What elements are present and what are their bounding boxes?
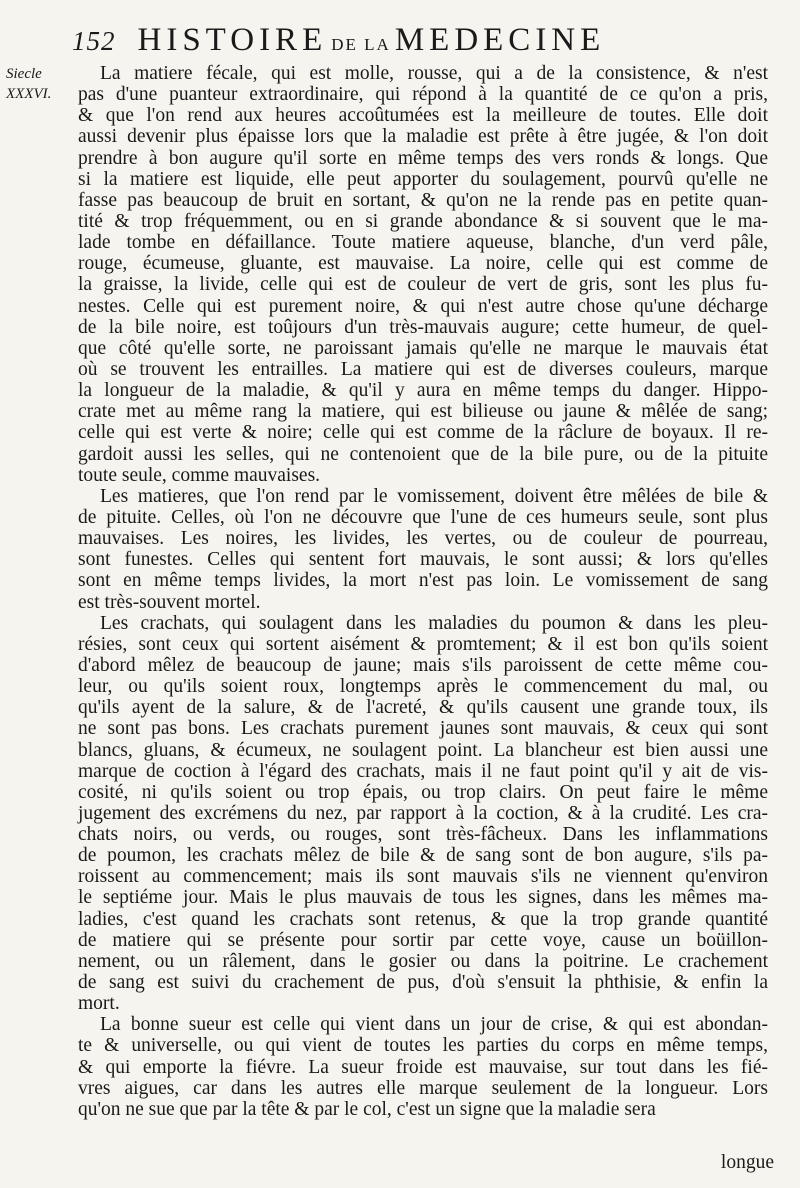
text-line: sont funestes. Celles qui sentent fort mauvais, le sont aussi; & lors qu'elles [78, 549, 768, 571]
text-line: nestes. Celle qui est purement noire, & qui n'est autre chose qu'une décharge [78, 295, 768, 317]
text-line: lade tombe en défaillance. Toute matiere aqueuse, blanche, d'un verd pâle, [78, 232, 768, 254]
text-line: jugement des excrémens du nez, par rapport à la coction, & à la crudité. Les cra- [78, 802, 768, 824]
paragraph [78, 1014, 768, 1120]
text-line: mort. [78, 993, 120, 1015]
text-line: de pituite. Celles, où l'on ne découvre que l'une de ces humeurs seule, sont plus [78, 506, 768, 528]
text-line: & qui emporte la fiévre. La sueur froide est mauvaise, sur tout dans les fié- [78, 1056, 768, 1078]
text-line: Les crachats, qui soulagent dans les maladies du poumon & dans les pleu- [100, 612, 768, 634]
title-part-1: HISTOIRE [137, 22, 328, 58]
text-line: fasse pas beaucoup de bruit en sortant, & qu'on ne la rende pas en petite quan- [78, 189, 768, 211]
text-line: mauvaises. Les noires, les livides, les vertes, ou de couleur de pourreau, [78, 528, 768, 550]
text-line: où se trouvent les entrailles. La matiere qui est de diverses couleurs, marque [78, 358, 768, 380]
text-line: blancs, gluans, & écumeux, ne soulagent point. La blancheur est bien aussi une [78, 739, 768, 761]
text-line: La matiere fécale, qui est molle, rousse, qui a de la consistence, & n'est [100, 63, 768, 84]
text-line: est très-souvent mortel. [78, 591, 261, 613]
text-line: gardoit aussi les selles, qui ne contenoient que de la bile pure, ou de la pituite [78, 443, 768, 465]
text-line: celle qui est verte & noire; celle qui est comme de la râclure de boyaux. Il re- [78, 422, 768, 444]
text-line: & que l'on rend aux heures accoûtumées est la meilleure de toutes. Elle doit [78, 105, 768, 127]
text-line: le septiéme jour. Mais le plus mauvais de tous les signes, dans les mêmes ma- [78, 887, 768, 909]
text-line: marque de coction à l'égard des crachats, mais il ne faut point qu'il y ait de vis- [78, 760, 768, 782]
text-line: la longueur de la maladie, & qu'il y aura en même temps du danger. Hippo- [78, 380, 768, 402]
text-line: de poumon, les crachats mêlez de bile & de sang sont de bon augure, s'ils pa- [78, 845, 768, 867]
text-line: toute seule, comme mauvaises. [78, 464, 321, 486]
text-line: chats noirs, ou verds, ou rouges, sont très-fâcheux. Dans les inflammations [78, 824, 768, 846]
paragraph [78, 486, 768, 613]
text-line: cosité, ni qu'ils soient ou trop épais, ou trop clairs. On peut faire le même [78, 781, 768, 803]
text-line: Les matieres, que l'on rend par le vomissement, doivent être mêlées de bile & [100, 485, 768, 507]
text-line: roissent au commencement; mais ils sont mauvais s'ils ne viennent qu'environ [78, 866, 768, 888]
text-line: de la bile noire, est toûjours d'un très-mauvais augure; cette humeur, de quel- [78, 316, 768, 338]
text-line: de sang est suivi du crachement de pus, d'où s'ensuit la phthisie, & enfin la [78, 972, 768, 994]
text-line: crate met au même rang la matiere, qui est bilieuse ou jaune & mêlée de sang; [78, 401, 768, 423]
text-line: d'abord mêlez de beaucoup de jaune; mais s'ils paroissent de cette même cou- [78, 654, 768, 676]
text-line: leur, ou qu'ils soient roux, longtemps après le commencement du mal, ou [78, 676, 768, 698]
text-line: qu'on ne sue que par la tête & par le col, c'est un signe que la maladie sera [78, 1098, 656, 1120]
margin-note-line: XXXVI. [6, 86, 52, 102]
body-text [78, 63, 768, 1120]
text-line: nement, ou un râlement, dans le gosier ou dans la poitrine. Le crachement [78, 950, 768, 972]
text-line: prendre à bon augure qu'il sorte en même temps des vers ronds & longs. Que [78, 147, 768, 169]
running-title [138, 22, 606, 59]
text-line: de matiere qui se présente pour sortir par cette voye, cause un boüillon- [78, 929, 768, 951]
title-part-2: MEDECINE [394, 22, 606, 58]
margin-note [6, 64, 68, 104]
text-line: pas d'une puanteur extraordinaire, qui répond à la quantité de ce qu'on a pris, [78, 84, 768, 106]
page-header [72, 22, 740, 59]
text-line: vres aigues, car dans les autres elle marque seulement de la longueur. Lors [78, 1077, 768, 1099]
text-line: si la matiere est liquide, elle peut apporter du soulagement, pourvû qu'elle ne [78, 168, 768, 190]
title-small-words: DE LA [331, 35, 391, 54]
text-line: ladies, c'est quand les crachats sont retenus, & que la trop grande quantité [78, 908, 768, 930]
text-line: tité & trop fréquemment, ou en si grande abondance & si souvent que le ma- [78, 210, 768, 232]
text-line: qu'ils ayent de la salure, & de l'acreté, & qu'ils causent une grande toux, ils [78, 697, 768, 719]
text-line: rouge, écumeuse, gluante, est mauvaise. La noire, celle qui est comme de [78, 253, 768, 275]
text-line: te & universelle, ou qui vient de toutes les parties du corps en même temps, [78, 1035, 768, 1057]
text-line: la graisse, la livide, celle qui est de couleur de vert de gris, sont les plus fu- [78, 274, 768, 296]
text-line: aussi devenir plus épaisse lors que la maladie est prête à être jugée, & l'on doit [78, 126, 768, 148]
text-line: sont en même temps livides, la mort n'est pas loin. Le vomissement de sang [78, 570, 768, 592]
text-line: ne sont pas bons. Les crachats purement jaunes sont mauvais, & ceux qui sont [78, 718, 768, 740]
page-number: 152 [72, 26, 116, 56]
paragraph [78, 63, 768, 486]
catchword: longue [720, 1152, 774, 1173]
text-line: résies, sont ceux qui sortent aisément & promtement; & il est bon qu'ils soient [78, 633, 768, 655]
text-line: que côté qu'elle sorte, ne paroissant jamais qu'elle ne marque le mauvais état [78, 337, 768, 359]
margin-note-line: Siecle [6, 66, 42, 82]
paragraph [78, 613, 768, 1015]
text-line: La bonne sueur est celle qui vient dans un jour de crise, & qui est abondan- [100, 1014, 768, 1036]
